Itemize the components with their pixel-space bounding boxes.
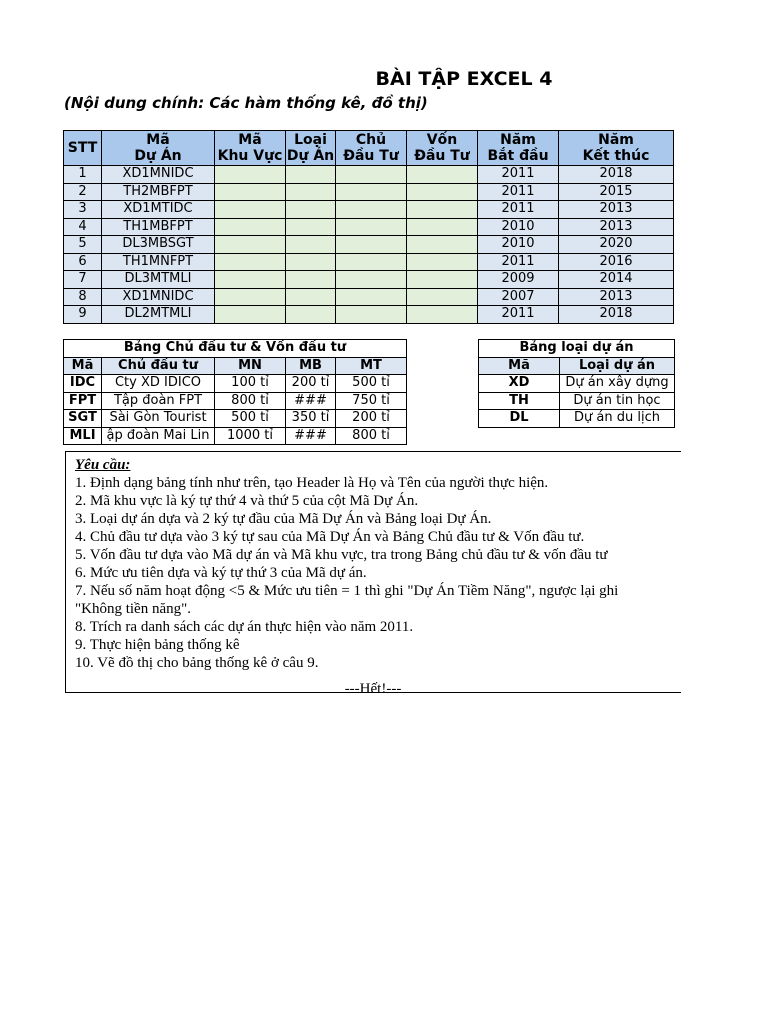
header-code: Mã — [64, 357, 102, 375]
investor-table-caption: Bảng Chủ đầu tư & Vốn đầu tư — [64, 340, 407, 358]
cell-end-year[interactable]: 2020 — [559, 236, 674, 254]
investor-table-header — [64, 357, 407, 375]
table-row — [64, 288, 674, 306]
requirement-line: "Không tiền năng". — [75, 601, 191, 617]
header-code: Mã — [479, 357, 560, 375]
table-row — [479, 410, 675, 428]
cell-start-year[interactable]: 2011 — [478, 201, 559, 219]
cell-project-code[interactable]: DL2MTMLI — [102, 306, 215, 324]
cell-stt[interactable]: 4 — [64, 218, 102, 236]
requirement-line: 1. Định dạng bảng tính như trên, tạo Header là Họ và Tên của người thực hiện. — [75, 475, 549, 491]
table-row — [479, 375, 675, 393]
header-project-code: Mã Dự Án — [102, 131, 215, 166]
header-project-type: Loại Dự Án — [286, 132, 335, 164]
cell-region-code[interactable] — [215, 183, 286, 201]
cell-end-year[interactable]: 2013 — [559, 218, 674, 236]
cell-project-type[interactable] — [286, 218, 336, 236]
requirement-line: 5. Vốn đầu tư dựa vào Mã dự án và Mã khu vực, tra trong Bảng chủ đầu tư & vốn đầu tư — [75, 547, 608, 563]
cell-mt[interactable]: 500 tỉ — [336, 375, 407, 393]
cell-project-type[interactable] — [286, 288, 336, 306]
cell-capital[interactable] — [407, 236, 478, 254]
requirement-line: 2. Mã khu vực là ký tự thứ 4 và thứ 5 của cột Mã Dự Án. — [75, 493, 419, 509]
page-title: BÀI TẬP EXCEL 4 — [375, 68, 553, 90]
cell-investor[interactable]: Sài Gòn Tourist — [102, 410, 215, 428]
cell-project-type[interactable] — [286, 236, 336, 254]
cell-stt[interactable]: 7 — [64, 271, 102, 289]
cell-capital[interactable] — [407, 306, 478, 324]
cell-capital[interactable] — [407, 218, 478, 236]
cell-mt[interactable]: 800 tỉ — [336, 427, 407, 445]
table-row — [64, 201, 674, 219]
table-row — [64, 375, 407, 393]
cell-region-code[interactable] — [215, 166, 286, 184]
type-table-caption-row — [479, 340, 675, 358]
header-capital: Vốn Đầu Tư — [407, 131, 478, 166]
cell-end-year[interactable]: 2018 — [559, 166, 674, 184]
table-row — [64, 218, 674, 236]
header-investor: Chủ đầu tư — [102, 357, 215, 375]
cell-project-code[interactable]: TH1MNFPT — [102, 253, 215, 271]
type-table-header — [479, 357, 675, 375]
cell-project-code[interactable]: XD1MNIDC — [102, 166, 215, 184]
table-row — [64, 392, 407, 410]
investor-table-caption-row — [64, 340, 407, 358]
requirement-line: 10. Vẽ đồ thị cho bảng thống kê ở câu 9. — [75, 655, 319, 671]
header-end-year: Năm Kết thúc — [559, 131, 674, 166]
requirement-line: 8. Trích ra danh sách các dự án thực hiện vào năm 2011. — [75, 619, 414, 635]
cell-stt[interactable]: 5 — [64, 236, 102, 254]
header-project-type: Loại dự án — [560, 357, 675, 375]
cell-investor[interactable] — [336, 166, 407, 184]
cell-mn[interactable]: 500 tỉ — [215, 410, 286, 428]
cell-mb[interactable]: ### — [286, 427, 336, 445]
cell-start-year[interactable]: 2011 — [478, 166, 559, 184]
end-marker: ---Hết!--- — [344, 681, 402, 697]
investor-capital-table — [63, 339, 407, 445]
cell-mn[interactable]: 100 tỉ — [215, 375, 286, 393]
cell-code[interactable]: MLI — [64, 427, 102, 445]
table-row — [64, 236, 674, 254]
requirement-line: 9. Thực hiện bảng thống kê — [75, 637, 240, 653]
table-row — [64, 427, 407, 445]
table-row — [479, 392, 675, 410]
cell-mt[interactable]: 200 tỉ — [336, 410, 407, 428]
cell-end-year[interactable]: 2013 — [559, 201, 674, 219]
cell-end-year[interactable]: 2016 — [559, 253, 674, 271]
project-type-table — [478, 339, 675, 428]
cell-stt[interactable]: 9 — [64, 306, 102, 324]
cell-investor[interactable] — [336, 183, 407, 201]
cell-capital[interactable] — [407, 183, 478, 201]
cell-project-type[interactable] — [286, 166, 336, 184]
type-table-caption: Bảng loại dự án — [479, 340, 675, 358]
header-investor: Chủ Đầu Tư — [336, 131, 407, 166]
table-row — [64, 410, 407, 428]
requirement-line: 7. Nếu số năm hoạt động <5 & Mức ưu tiên = 1 thì ghi "Dự Án Tiềm Năng", ngược lại ghi — [75, 583, 619, 599]
cell-investor[interactable] — [336, 306, 407, 324]
cell-start-year[interactable]: 2011 — [478, 306, 559, 324]
cell-start-year[interactable]: 2007 — [478, 288, 559, 306]
cell-investor[interactable] — [336, 271, 407, 289]
table-row — [64, 253, 674, 271]
cell-stt[interactable]: 6 — [64, 253, 102, 271]
header-mt: MT — [336, 357, 407, 375]
cell-mb[interactable]: ### — [286, 392, 336, 410]
cell-code[interactable]: SGT — [64, 410, 102, 428]
cell-region-code[interactable] — [215, 288, 286, 306]
cell-region-code[interactable] — [215, 218, 286, 236]
cell-start-year[interactable]: 2011 — [478, 253, 559, 271]
cell-code[interactable]: IDC — [64, 375, 102, 393]
cell-mn[interactable]: 800 tỉ — [215, 392, 286, 410]
cell-region-code[interactable] — [215, 201, 286, 219]
requirement-line: 6. Mức ưu tiên dựa và ký tự thứ 3 của Mã dự án. — [75, 565, 367, 581]
page-subtitle: (Nội dung chính: Các hàm thống kê, đồ thị) — [64, 94, 428, 112]
requirement-line: 3. Loại dự án dựa và 2 ký tự đầu của Mã Dự Án và Bảng loại Dự Án. — [75, 511, 492, 527]
cell-end-year[interactable]: 2018 — [559, 306, 674, 324]
cell-end-year[interactable]: 2013 — [559, 288, 674, 306]
cell-project-code[interactable]: TH2MBFPT — [102, 183, 215, 201]
cell-project-type[interactable] — [286, 253, 336, 271]
cell-capital[interactable] — [407, 253, 478, 271]
cell-project-code[interactable]: XD1MTIDC — [102, 201, 215, 219]
cell-investor[interactable] — [336, 218, 407, 236]
cell-mn[interactable]: 1000 tỉ — [215, 427, 286, 445]
cell-project-type[interactable] — [286, 271, 336, 289]
cell-region-code[interactable] — [215, 236, 286, 254]
requirement-line: 4. Chủ đầu tư dựa vào 3 ký tự sau của Mã Dự Án và Bảng Chủ đầu tư & Vốn đầu tư. — [75, 529, 585, 545]
header-mb: MB — [286, 357, 336, 375]
cell-start-year[interactable]: 2009 — [478, 271, 559, 289]
cell-capital[interactable] — [407, 201, 478, 219]
cell-project-code[interactable]: XD1MNIDC — [102, 288, 215, 306]
cell-region-code[interactable] — [215, 306, 286, 324]
cell-project-type[interactable] — [286, 306, 336, 324]
cell-mb[interactable]: 350 tỉ — [286, 410, 336, 428]
table-row — [64, 166, 674, 184]
cell-project-type[interactable] — [286, 201, 336, 219]
table-row — [64, 183, 674, 201]
cell-mt[interactable]: 750 tỉ — [336, 392, 407, 410]
header-region-code: Mã Khu Vực — [215, 131, 286, 166]
requirements-heading: Yêu cầu: — [75, 457, 131, 473]
cell-code[interactable]: TH — [479, 392, 560, 410]
cell-project-type[interactable] — [286, 183, 336, 201]
cell-investor[interactable] — [336, 253, 407, 271]
cell-start-year[interactable]: 2010 — [478, 218, 559, 236]
cell-project-code[interactable]: TH1MBFPT — [102, 218, 215, 236]
header-start-year: Năm Bắt đầu — [478, 131, 559, 166]
cell-project-code[interactable]: DL3MBSGT — [102, 236, 215, 254]
cell-stt[interactable]: 8 — [64, 288, 102, 306]
cell-start-year[interactable]: 2011 — [478, 183, 559, 201]
cell-region-code[interactable] — [215, 271, 286, 289]
cell-code[interactable]: FPT — [64, 392, 102, 410]
cell-project-type[interactable]: Dự án du lịch — [560, 410, 675, 428]
cell-code[interactable]: DL — [479, 410, 560, 428]
cell-start-year[interactable]: 2010 — [478, 236, 559, 254]
requirements-box[interactable] — [65, 451, 681, 697]
cell-stt[interactable]: 2 — [64, 183, 102, 201]
cell-mb[interactable]: 200 tỉ — [286, 375, 336, 393]
table-row — [64, 306, 674, 324]
cell-capital[interactable] — [407, 288, 478, 306]
table-row — [64, 271, 674, 289]
cell-investor[interactable]: ập đoàn Mai Lin — [102, 427, 215, 445]
cell-project-type[interactable]: Dự án xây dựng — [560, 375, 675, 393]
cell-end-year[interactable]: 2014 — [559, 271, 674, 289]
cell-investor[interactable] — [336, 201, 407, 219]
header-mn: MN — [215, 357, 286, 375]
cell-capital[interactable] — [407, 271, 478, 289]
project-table-header — [64, 131, 674, 166]
cell-investor[interactable] — [336, 288, 407, 306]
cell-stt[interactable]: 1 — [64, 166, 102, 184]
cell-investor[interactable] — [336, 236, 407, 254]
cell-project-type[interactable]: Dự án tin học — [560, 392, 675, 410]
cell-region-code[interactable] — [215, 253, 286, 271]
cell-end-year[interactable]: 2015 — [559, 183, 674, 201]
cell-project-code[interactable]: DL3MTMLI — [102, 271, 215, 289]
header-stt: STT — [64, 131, 102, 166]
cell-stt[interactable]: 3 — [64, 201, 102, 219]
project-table — [63, 130, 674, 324]
cell-investor[interactable]: Cty XD IDICO — [102, 375, 215, 393]
cell-capital[interactable] — [407, 166, 478, 184]
cell-code[interactable]: XD — [479, 375, 560, 393]
requirements-text — [75, 456, 679, 672]
cell-investor[interactable]: Tập đoàn FPT — [102, 392, 215, 410]
